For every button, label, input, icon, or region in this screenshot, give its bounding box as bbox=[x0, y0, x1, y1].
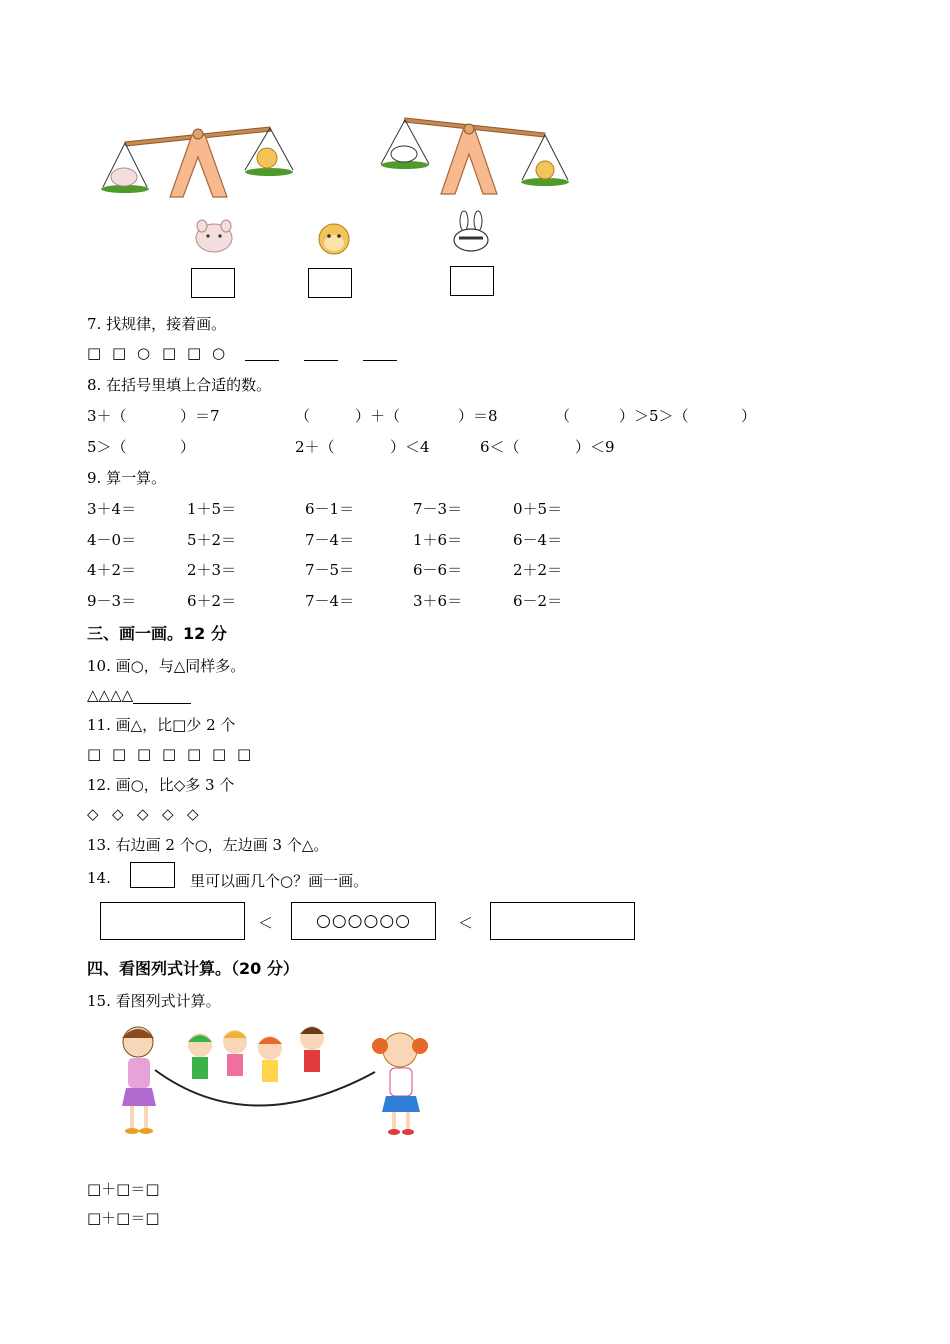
calc-problem: 3＋6＝ bbox=[413, 592, 463, 610]
calc-problem: 6－2＝ bbox=[513, 592, 563, 610]
fill-blank-text: ）＝8 bbox=[458, 407, 498, 425]
balance-scale-left-illustration bbox=[95, 115, 310, 205]
pattern-shape: ○ bbox=[212, 344, 226, 362]
square-shape: □ bbox=[162, 745, 177, 763]
question-7-pattern bbox=[87, 344, 237, 362]
diamond-shape: ◇ bbox=[112, 805, 124, 823]
diamond-shape: ◇ bbox=[137, 805, 149, 823]
fill-blank-text: 2＋（ bbox=[295, 438, 335, 456]
calc-problem: 3＋4＝ bbox=[87, 500, 137, 518]
square-shape: □ bbox=[212, 745, 227, 763]
calc-problem: 6－6＝ bbox=[413, 561, 463, 579]
triangle-row: △△△△ bbox=[87, 686, 134, 704]
fill-blank-text: （ bbox=[295, 407, 311, 425]
pattern-shape: □ bbox=[112, 344, 127, 362]
pattern-shape: □ bbox=[87, 344, 102, 362]
question-14-inline-box bbox=[130, 862, 175, 888]
draw-box-left[interactable] bbox=[100, 902, 245, 940]
diamond-shape: ◇ bbox=[187, 805, 199, 823]
balance-scale-right-illustration bbox=[375, 112, 585, 202]
calc-problem: 9－3＝ bbox=[87, 592, 137, 610]
square-shape: □ bbox=[112, 745, 127, 763]
section-3-title: 三、画一画。12 分 bbox=[87, 624, 227, 643]
calc-problem: 7－4＝ bbox=[305, 592, 355, 610]
draw-box-right[interactable] bbox=[490, 902, 635, 940]
fill-blank-text: ）＋（ bbox=[355, 407, 401, 425]
formula-line: □＋□＝□ bbox=[87, 1209, 160, 1227]
calc-problem: 6－4＝ bbox=[513, 531, 563, 549]
answer-blank[interactable] bbox=[304, 344, 338, 361]
calc-problem: 7－5＝ bbox=[305, 561, 355, 579]
square-shape: □ bbox=[137, 745, 152, 763]
section-4-title: 四、看图列式计算。（20 分） bbox=[87, 959, 299, 978]
fill-blank-text: ）＜4 bbox=[390, 438, 430, 456]
answer-blank[interactable] bbox=[245, 344, 279, 361]
question-9-label: 9. 算一算。 bbox=[87, 469, 167, 487]
fill-blank-text: 6＜（ bbox=[480, 438, 520, 456]
calc-problem: 1＋6＝ bbox=[413, 531, 463, 549]
square-shape: □ bbox=[237, 745, 252, 763]
question-14-text: 里可以画几个○？画一画。 bbox=[190, 872, 369, 890]
fill-blank-text: ） bbox=[741, 407, 757, 425]
question-12-shapes bbox=[87, 805, 212, 823]
answer-box-rabbit[interactable] bbox=[450, 266, 494, 296]
calc-problem: 2＋2＝ bbox=[513, 561, 563, 579]
calc-problem: 2＋3＝ bbox=[187, 561, 237, 579]
fill-blank-text: （ bbox=[555, 407, 571, 425]
answer-blank[interactable] bbox=[133, 687, 191, 704]
question-10-label: 10. 画○，与△同样多。 bbox=[87, 657, 246, 675]
calc-problem: 7－4＝ bbox=[305, 531, 355, 549]
calc-problem: 6＋2＝ bbox=[187, 592, 237, 610]
draw-box-middle bbox=[291, 902, 436, 940]
square-shape: □ bbox=[187, 745, 202, 763]
pattern-shape: ○ bbox=[137, 344, 151, 362]
calc-problem: 7－3＝ bbox=[413, 500, 463, 518]
less-than-sign: ＜ bbox=[458, 914, 474, 932]
pattern-shape: □ bbox=[162, 344, 177, 362]
question-11-shapes bbox=[87, 745, 262, 763]
fill-blank-text: ）＞5＞（ bbox=[619, 407, 689, 425]
question-8-label: 8. 在括号里填上合适的数。 bbox=[87, 376, 272, 394]
monkey-icon bbox=[313, 222, 355, 256]
calc-problem: 1＋5＝ bbox=[187, 500, 237, 518]
question-13-label: 13. 右边画 2 个○，左边画 3 个△。 bbox=[87, 836, 329, 854]
pig-icon bbox=[193, 220, 235, 254]
question-14-number: 14. bbox=[87, 869, 111, 887]
calc-problem: 6－1＝ bbox=[305, 500, 355, 518]
pattern-shape: □ bbox=[187, 344, 202, 362]
rabbit-icon bbox=[449, 211, 493, 253]
answer-box-pig[interactable] bbox=[191, 268, 235, 298]
jump-rope-children-illustration bbox=[100, 1020, 440, 1140]
fill-blank-text: ）＜9 bbox=[575, 438, 615, 456]
circles-row: ○○○○○○ bbox=[315, 911, 411, 931]
question-10-shapes bbox=[87, 686, 191, 704]
answer-blank[interactable] bbox=[363, 344, 397, 361]
fill-blank-text: ） bbox=[180, 438, 196, 456]
question-7-label: 7. 找规律，接着画。 bbox=[87, 315, 227, 333]
answer-box-monkey[interactable] bbox=[308, 268, 352, 298]
fill-blank-text: 3＋（ bbox=[87, 407, 127, 425]
fill-blank-text: 5＞（ bbox=[87, 438, 127, 456]
calc-problem: 5＋2＝ bbox=[187, 531, 237, 549]
fill-blank-text: ）＝7 bbox=[180, 407, 220, 425]
calc-problem: 0＋5＝ bbox=[513, 500, 563, 518]
calc-problem: 4＋2＝ bbox=[87, 561, 137, 579]
square-shape: □ bbox=[87, 745, 102, 763]
less-than-sign: ＜ bbox=[258, 914, 274, 932]
question-15-label: 15. 看图列式计算。 bbox=[87, 992, 221, 1010]
formula-line: □＋□＝□ bbox=[87, 1180, 160, 1198]
question-11-label: 11. 画△，比□少 2 个 bbox=[87, 716, 236, 734]
question-12-label: 12. 画○，比◇多 3 个 bbox=[87, 776, 235, 794]
diamond-shape: ◇ bbox=[162, 805, 174, 823]
diamond-shape: ◇ bbox=[87, 805, 99, 823]
calc-problem: 4－0＝ bbox=[87, 531, 137, 549]
